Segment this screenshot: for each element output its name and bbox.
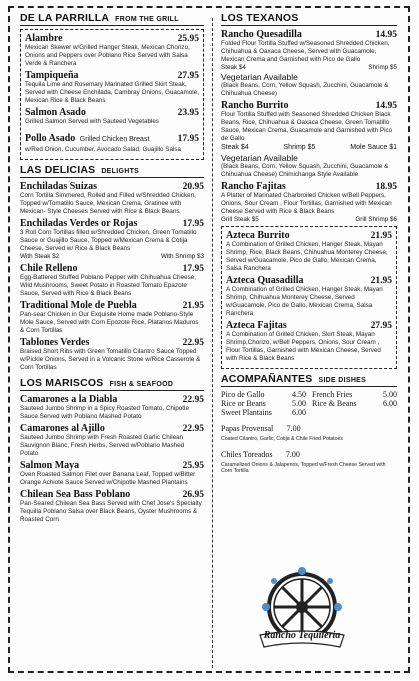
column-divider (212, 18, 213, 668)
left-column (20, 12, 204, 526)
item-name: Alambre (25, 33, 63, 44)
item-option: Steak $4 (221, 144, 249, 151)
item-name: Salmon Asado (25, 107, 86, 118)
item-option: Grill Shrimp $6 (355, 216, 397, 223)
item-name: Enchiladas Suizas (20, 181, 97, 192)
item-name: Azteca Fajitas (226, 320, 287, 331)
item-desc: Sauteed Jumbo Shrimp with Fresh Roasted Garlic Chilean Sauvignon Blanc, Fresh Herbs, Served w/Poblano Mashed Potato (20, 434, 185, 457)
item-option: With Steak $2 (20, 253, 60, 260)
item-option: Mole Sauce $1 (350, 144, 397, 151)
item-price: 25.95 (182, 461, 204, 471)
side-name: Papas Provensal (221, 424, 274, 433)
item-name: Chile Relleno (20, 263, 78, 274)
item-price: 18.95 (375, 182, 397, 192)
section-subtitle: DELIGHTS (101, 168, 140, 175)
item-name: Camarones al Ajillo (20, 423, 105, 434)
item-name: Chilean Sea Bass Poblano (20, 489, 131, 500)
item-desc: Braised Short Ribs with Green Tomatillo Cilantro Sauce Topped w/Pickle Onions, Served in a Volcanic Stone w/Rice Casserole & Corn Tortillas (20, 348, 201, 371)
menu-item (20, 300, 204, 335)
item-price: 21.95 (182, 301, 204, 311)
menu-item (226, 275, 392, 318)
item-name: Pollo Asado (25, 133, 76, 144)
item-desc: Folded Flour Tortilla Stuffed w/Seasoned Shredded Chicken, Chihuahua & Oaxaca Cheese, Served with Guacamole, Mexican Crema and Garnished with Pico de Gallo (221, 40, 390, 63)
item-price: 22.95 (182, 424, 204, 434)
azteca-box (221, 226, 397, 369)
section-title: LAS DELICIAS (20, 164, 96, 176)
item-price: 20.95 (182, 182, 204, 192)
item-name: Tampiqueña (25, 70, 79, 81)
side-name: Rice or Beans (221, 399, 266, 408)
item-name: Enchiladas Verdes or Rojas (20, 218, 138, 229)
menu-item (226, 320, 392, 363)
item-desc: w/Red Onion, Cucumber, Avocado Salad, Guajillo Salsa (25, 146, 181, 153)
item-name: Tablones Verdes (20, 337, 90, 348)
side-desc: Caramelized Onions & Jalapenos, Topped w/Fresh Cheese Served with Corn Tortilla (221, 462, 386, 474)
wagon-wheel-icon (252, 565, 352, 665)
sides-grid (221, 390, 397, 417)
side-price: 5.00 (383, 390, 397, 399)
section-header-mariscos (20, 377, 204, 391)
menu-item (20, 394, 204, 421)
item-price: 22.95 (182, 338, 204, 348)
item-option: Shrimp $5 (368, 64, 397, 71)
side-price: 7.00 (286, 424, 301, 433)
item-name: Traditional Mole de Puebla (20, 300, 137, 311)
item-desc: Pan-Seared Chilean Sea Bass Served with Chef Jose's Specialty Tequilla Poblano Salsa over Black Beans, Oyster Mushrooms & Roasted Corn (20, 500, 202, 523)
section-title: LOS MARISCOS (20, 377, 104, 389)
menu-item (20, 218, 204, 261)
item-price: 23.95 (177, 108, 199, 118)
side-name: Rice & Beans (312, 399, 357, 408)
veg-desc: (Black Beans, Corn, Yellow Squash, Zucchini, Guacamole & Chihuahua Cheese) (221, 82, 389, 97)
side-price: 6.00 (383, 399, 397, 408)
side-price: 4.50 (292, 390, 306, 399)
item-name: Rancho Burrito (221, 100, 289, 111)
section-title: DE LA PARRILLA (20, 12, 110, 24)
item-name: Camarones a la Diabla (20, 394, 118, 405)
item-name: Rancho Quesadilla (221, 29, 302, 40)
item-desc: Flour Tortilla Stuffed with Seasoned Shredded Chicken Black Beans, Rice, Chihuahua & Oaxaca Cheese, Green Tomatillo Sauce, Mexican Crema, Guacamole and Garnished with Pico de Gallo (221, 111, 393, 142)
menu-item (221, 181, 397, 224)
veg-title: Vegetarian Available (221, 72, 298, 82)
section-title: LOS TEXANOS (221, 12, 299, 24)
side-price: 6.00 (292, 408, 306, 417)
item-price: 27.95 (177, 71, 199, 81)
item-price: 17.95 (182, 264, 204, 274)
section-header-sides (221, 373, 397, 387)
side-name: Pico de Gallo (221, 390, 265, 399)
section-subtitle: SIDE DISHES (318, 377, 367, 384)
item-desc: Grilled Salmon Served with Sauteed Vegetables (25, 118, 160, 125)
menu-item (20, 337, 204, 372)
item-desc: Pan-sear Chicken in Our Exquisite Home made Poblano-Style Mole Sauce, Served with Corn Epozote Rice, Platanos Maduros & Corn Tortillas (20, 311, 199, 334)
item-price: 14.95 (375, 101, 397, 111)
side-name: Sweet Plantains (221, 408, 272, 417)
item-name: Salmon Maya (20, 460, 80, 471)
item-price: 27.95 (370, 321, 392, 331)
section-subtitle: FROM THE GRILL (115, 16, 179, 23)
logo-text: Rancho Tequileria (263, 630, 341, 641)
section-title: ACOMPAÑANTES (221, 373, 313, 385)
side-name: Chiles Toreados (221, 450, 273, 459)
section-subtitle: FISH & SEAFOOD (109, 381, 174, 388)
veg-title: Vegetarian Available (221, 153, 298, 163)
item-name: Azteca Quasadilla (226, 275, 304, 286)
item-desc: 3 Roll Corn Tortillas filled w/Shredded Chicken, Green Tomatillo Sauce or Guajillo Sauce, Topped w/Mexican Crema & Cotija Cheese, Served w/ Rice & Black Beans (20, 229, 197, 252)
rancho-tequileria-logo (252, 565, 352, 665)
right-column (221, 12, 397, 476)
item-name-extra: Grilled Chicken Breast (79, 136, 150, 143)
side-item (221, 418, 397, 442)
veg-desc: (Black Beans, Corn, Yellow Squash, Zucchini, Guacamole & Chihuahua Cheese) Chimichanga Style Available (221, 163, 389, 178)
item-desc: A Platter of Marinated Charbroiled Chicken w/Bell Peppers, Onions, Sour Cream , Flour Tortillas, Garnished with Mexican Cheese Served with Rice & Black Beans (221, 192, 392, 215)
item-desc: Sauteed Jumbo Shrimp in a Spicy Roasted Tomato, Chipotle Sauce Served with Poblano Mashed Potato (20, 405, 189, 420)
item-desc: Mexican Skewer w/Grilled Hanger Steak, Mexican Chorizo, Onions and Peppers over Poblano Rice Served with Salsa Verde & Ranchera (25, 44, 190, 67)
item-desc: A Combination of Grilled Chicken, Hanger Steak, Mayan Shrimp, Chihuahua Monterey Cheese, Served w/Guacamole, Pico de Gallo, Mexican Crema, Salsa Ranchera (226, 286, 383, 317)
menu-item (20, 263, 204, 298)
item-price: 26.95 (182, 490, 204, 500)
item-price: 14.95 (375, 30, 397, 40)
menu-item (221, 29, 397, 98)
item-desc: Oven Roasted Salmon Filet over Banana Leaf, Topped w/Bitter Orange Achiote Sauce Served w/Chipotle Mashed Plantains (20, 471, 196, 486)
item-desc: A Combination of Grilled Chicken, Hanger Steak, Mayan Shrimp, Rice, Black Beans, Chihuahua Monterey Cheese, Served w/Guacamole, Pico de Gallo, Mexican Crema, Salsa Ranchera (226, 241, 388, 272)
menu-item (221, 100, 397, 179)
menu-item (25, 70, 199, 105)
side-desc: Coated Cilantro, Garlic, Cotija & Chile Fried Potatoes (221, 436, 343, 442)
item-name: Azteca Burrito (226, 230, 290, 241)
item-price: 25.95 (177, 34, 199, 44)
item-price: 22.95 (182, 395, 204, 405)
item-desc: Corn Tortilla Simmered, Rolled and Filled w/Shredded Chicken, Topped w/Tomatillo Sauce, Mexican Crema, Gratinee with Mexican- Style Cheeses Served with Rice & Black Beans (20, 192, 196, 215)
item-desc: A Combination of Grilled Chicken, Skirt Steak, Mayan Shrimp,Chorizo, w/Bell Peppers, Onions, Sour Cream , Flour Tortillas, Garnished with Mexican Cheese, Served with Rice & Black Beans (226, 331, 381, 362)
menu-item (20, 423, 204, 458)
item-price: 21.95 (370, 276, 392, 286)
item-desc: Tequila Lime and Rosemary Marinated Grilled Skirt Steak, Served with Cheese Enchilada, Cambray Onions, Guacamole, Mexican Rice & Black Beans (25, 81, 199, 104)
side-price: 7.00 (285, 450, 300, 459)
menu-item (20, 489, 204, 524)
item-name: Rancho Fajitas (221, 181, 286, 192)
menu-item (25, 107, 199, 126)
menu-item (25, 128, 199, 154)
menu-item (226, 230, 392, 273)
item-price: 17.95 (182, 219, 204, 229)
side-name: French Fries (312, 390, 353, 399)
item-desc: Egg-Battered Stuffed Poblano Pepper with Chihuahua Cheese, Wild Mushrooms, Sweet Potato in Roasted Tomato Epazote Sauce, Served with Rice & Black Beans (20, 274, 196, 297)
item-option: With Shrimp $3 (160, 253, 204, 260)
side-item (221, 444, 397, 474)
menu-item (25, 33, 199, 68)
item-price: 21.95 (370, 231, 392, 241)
item-option: Grill Steak $5 (221, 216, 259, 223)
menu-item (20, 460, 204, 487)
item-option: Shrimp $5 (283, 144, 316, 151)
parrilla-box (20, 29, 204, 160)
section-header-parrilla (20, 12, 204, 26)
section-header-delicias (20, 164, 204, 178)
section-header-texanos (221, 12, 397, 26)
item-price: 17.95 (177, 134, 199, 144)
item-option: Steak $4 (221, 64, 246, 71)
side-price: 5.00 (292, 399, 306, 408)
menu-item (20, 181, 204, 216)
